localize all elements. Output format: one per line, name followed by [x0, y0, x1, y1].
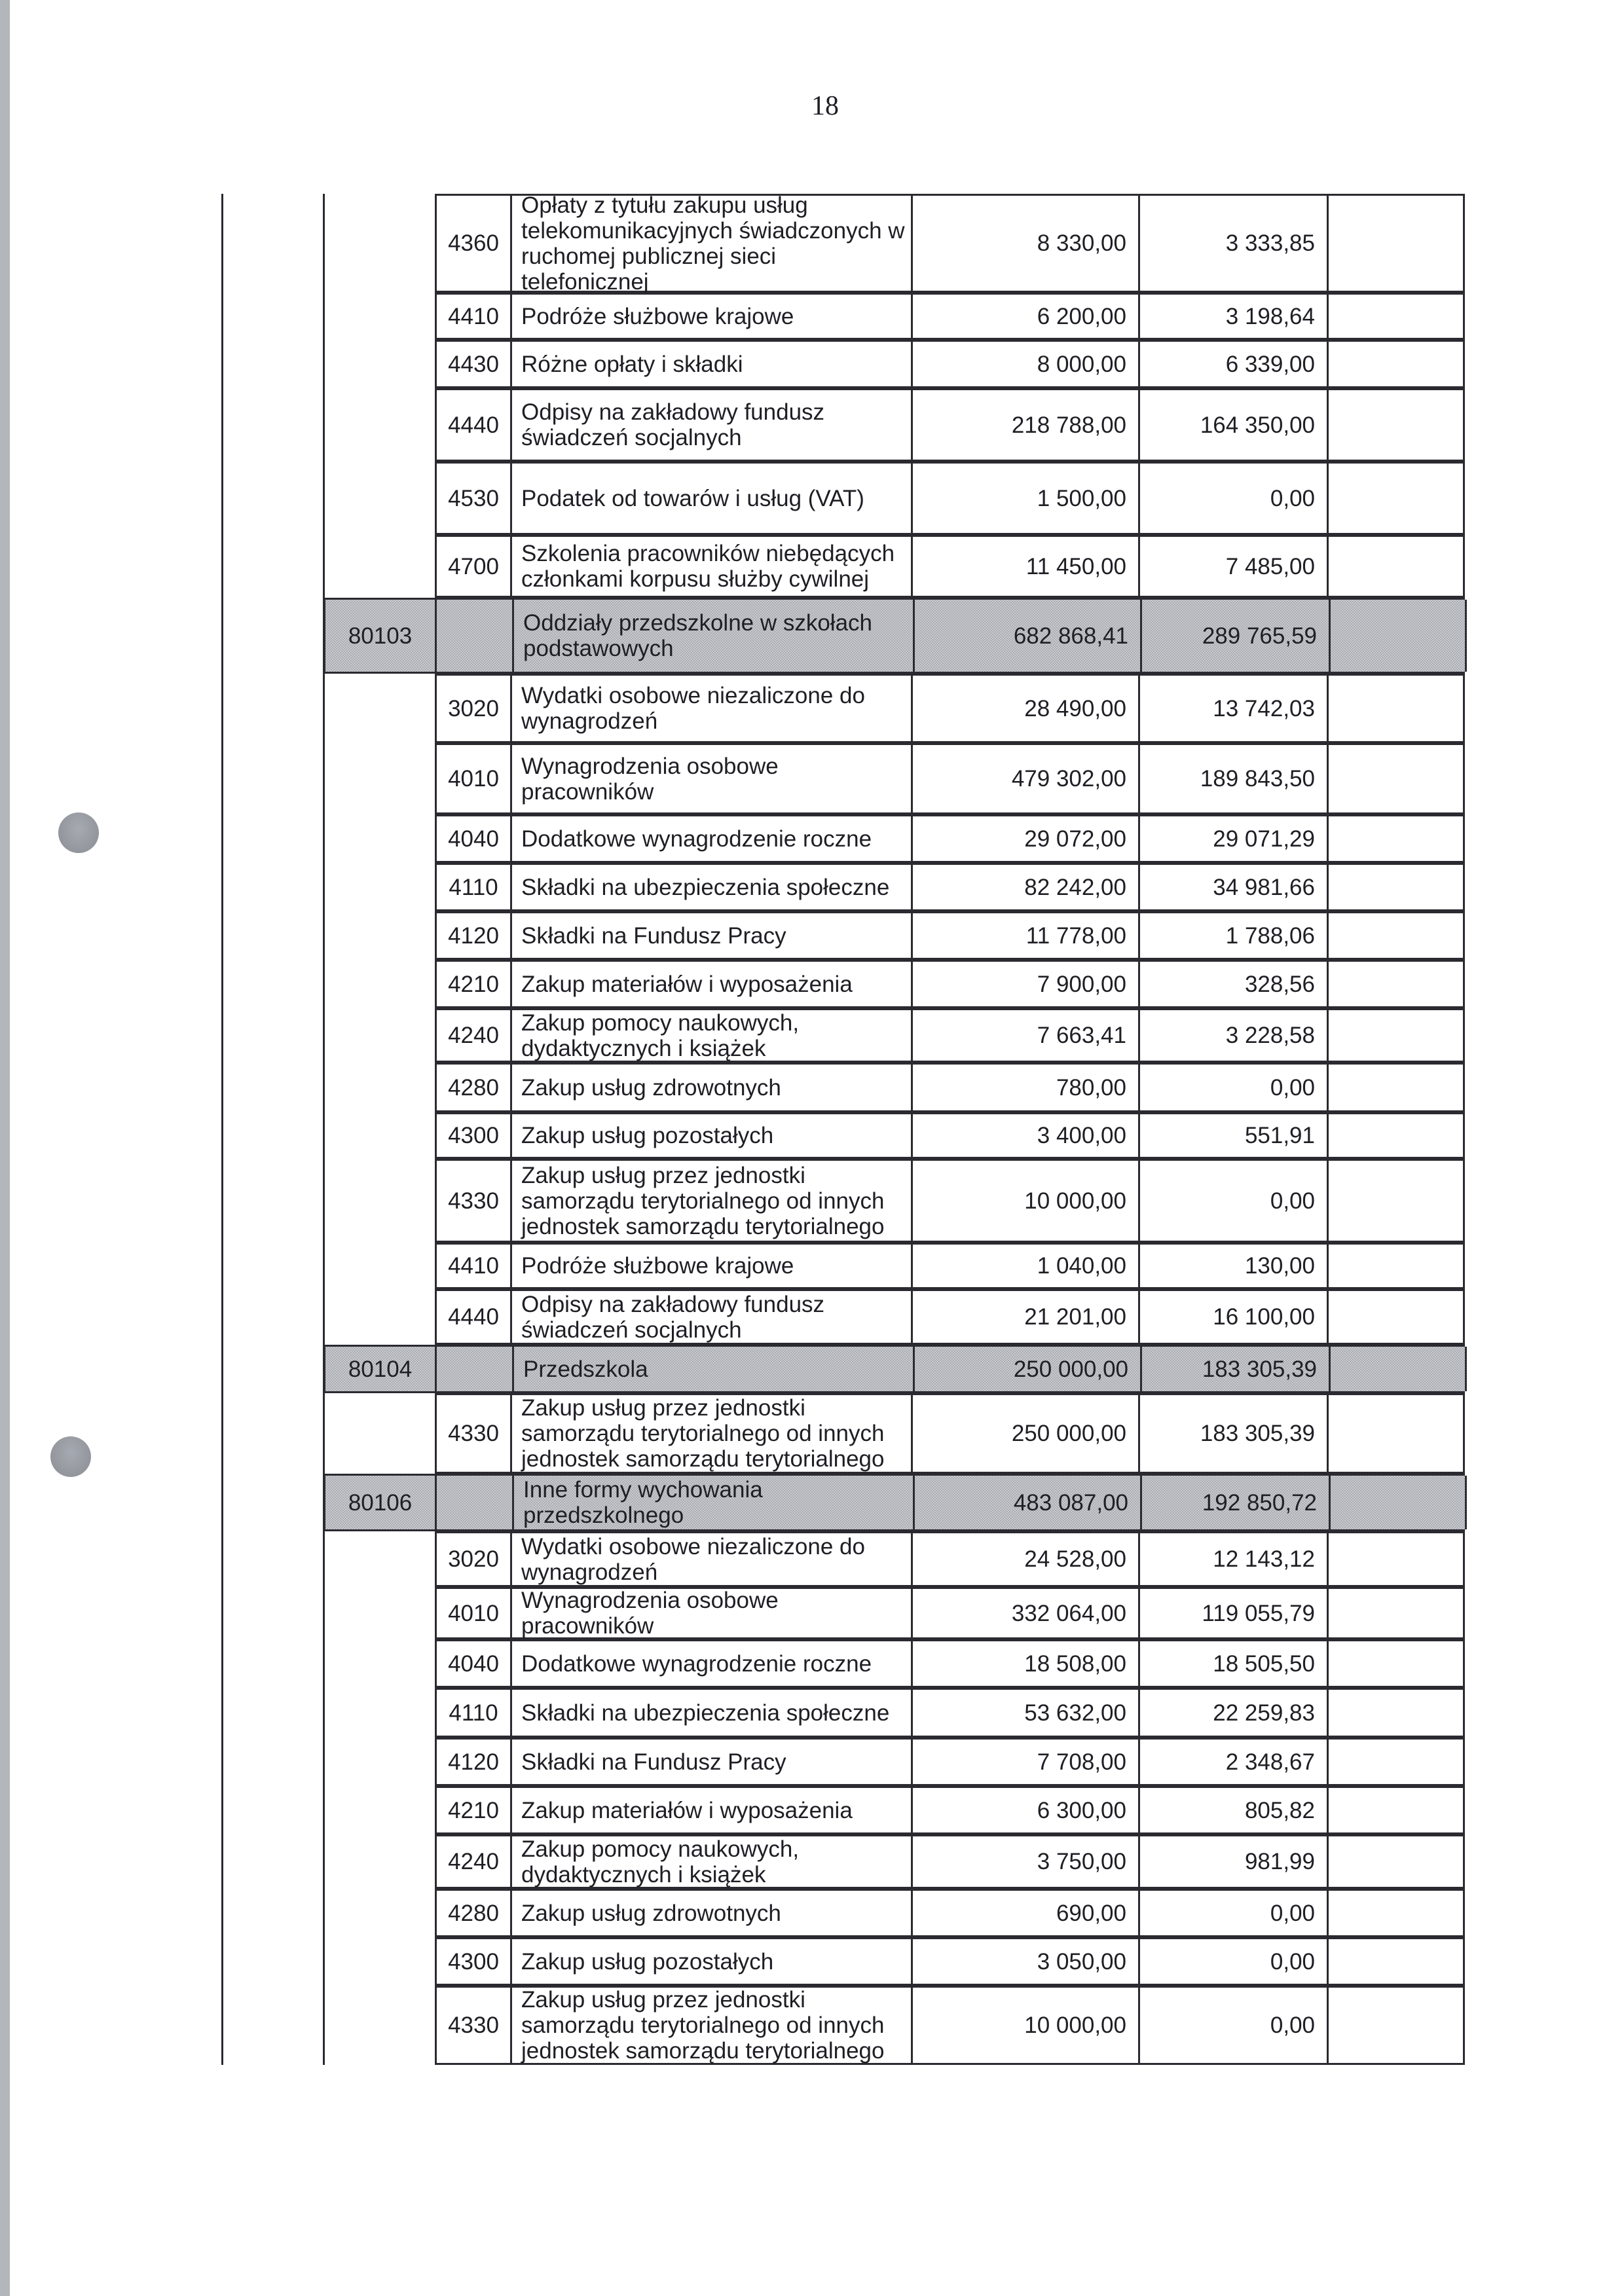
nazwa-cell: Odpisy na zakładowy fundusz świadczeń socjalnych — [512, 1289, 913, 1345]
plan-cell: 10 000,00 — [913, 1159, 1140, 1243]
paragraf-cell: 4110 — [435, 863, 512, 911]
wykonanie-cell: 1 788,06 — [1140, 911, 1329, 960]
wykonanie-cell: 328,56 — [1140, 960, 1329, 1008]
wykonanie-cell: 981,99 — [1140, 1834, 1329, 1889]
table-row — [323, 1738, 1465, 1786]
procent-cell — [1329, 388, 1465, 462]
procent-cell — [1329, 1289, 1465, 1345]
paragraf-cell: 4440 — [435, 1289, 512, 1345]
table-row — [323, 1008, 1465, 1063]
procent-cell — [1329, 1393, 1465, 1474]
plan-cell: 29 072,00 — [913, 814, 1140, 863]
paragraf-cell: 4430 — [435, 340, 512, 388]
nazwa-cell: Zakup usług przez jednostki samorządu terytorialnego od innych jednostek samorządu terytorialnego — [512, 1159, 913, 1243]
paragraf-cell — [437, 1347, 514, 1391]
table-row — [323, 535, 1465, 598]
paragraf-cell: 4120 — [435, 1738, 512, 1786]
table-row — [323, 743, 1465, 814]
wykonanie-cell: 7 485,00 — [1140, 535, 1329, 598]
nazwa-cell: Składki na ubezpieczenia społeczne — [512, 863, 913, 911]
paragraf-cell: 4210 — [435, 1786, 512, 1834]
paragraf-cell: 4530 — [435, 462, 512, 535]
rozdzial-cell — [323, 1008, 435, 1063]
rozdzial-cell — [323, 911, 435, 960]
table-row — [323, 1688, 1465, 1738]
nazwa-cell: Wydatki osobowe niezaliczone do wynagrodzeń — [512, 674, 913, 743]
procent-cell — [1329, 1531, 1465, 1587]
nazwa-cell: Zakup usług pozostałych — [512, 1937, 913, 1986]
wykonanie-cell: 3 333,85 — [1140, 194, 1329, 293]
paragraf-cell: 4330 — [435, 1159, 512, 1243]
paragraf-cell: 4240 — [435, 1008, 512, 1063]
plan-cell: 7 663,41 — [913, 1008, 1140, 1063]
wykonanie-cell: 34 981,66 — [1140, 863, 1329, 911]
plan-cell: 332 064,00 — [913, 1587, 1140, 1639]
paragraf-cell: 4010 — [435, 743, 512, 814]
table-row — [323, 1786, 1465, 1834]
wykonanie-cell: 13 742,03 — [1140, 674, 1329, 743]
paragraf-cell: 3020 — [435, 1531, 512, 1587]
plan-cell: 8 000,00 — [913, 340, 1140, 388]
wykonanie-cell: 3 228,58 — [1140, 1008, 1329, 1063]
wykonanie-cell: 0,00 — [1140, 462, 1329, 535]
rozdzial-cell — [323, 1834, 435, 1889]
rozdzial-cell — [323, 1587, 435, 1639]
nazwa-cell: Zakup usług zdrowotnych — [512, 1063, 913, 1112]
procent-cell — [1331, 1347, 1467, 1391]
nazwa-cell: Składki na Fundusz Pracy — [512, 1738, 913, 1786]
procent-cell — [1329, 1986, 1465, 2065]
table-row — [323, 1243, 1465, 1289]
table-row — [323, 1834, 1465, 1889]
wykonanie-cell: 192 850,72 — [1142, 1476, 1331, 1529]
section-row-80103 — [323, 598, 1465, 674]
rozdzial-cell — [323, 388, 435, 462]
wykonanie-cell: 164 350,00 — [1140, 388, 1329, 462]
procent-cell — [1329, 340, 1465, 388]
procent-cell — [1331, 1476, 1467, 1529]
procent-cell — [1329, 1063, 1465, 1112]
plan-cell: 3 750,00 — [913, 1834, 1140, 1889]
rozdzial-cell: 80104 — [325, 1347, 437, 1391]
nazwa-cell: Dodatkowe wynagrodzenie roczne — [512, 814, 913, 863]
paragraf-cell: 4410 — [435, 293, 512, 340]
paragraf-cell: 4440 — [435, 388, 512, 462]
paragraf-cell: 4110 — [435, 1688, 512, 1738]
wykonanie-cell: 0,00 — [1140, 1159, 1329, 1243]
paragraf-cell: 4700 — [435, 535, 512, 598]
wykonanie-cell: 0,00 — [1140, 1063, 1329, 1112]
nazwa-cell: Szkolenia pracowników niebędących członkami korpusu służby cywilnej — [512, 535, 913, 598]
wykonanie-cell: 189 843,50 — [1140, 743, 1329, 814]
procent-cell — [1329, 960, 1465, 1008]
nazwa-cell: Różne opłaty i składki — [512, 340, 913, 388]
nazwa-cell: Zakup usług pozostałych — [512, 1112, 913, 1159]
rozdzial-cell — [323, 293, 435, 340]
rozdzial-cell — [323, 1986, 435, 2065]
table-row — [323, 340, 1465, 388]
wykonanie-cell: 130,00 — [1140, 1243, 1329, 1289]
paragraf-cell: 4040 — [435, 814, 512, 863]
plan-cell: 690,00 — [913, 1889, 1140, 1937]
plan-cell: 28 490,00 — [913, 674, 1140, 743]
table-row — [323, 674, 1465, 743]
procent-cell — [1329, 1159, 1465, 1243]
nazwa-cell: Składki na Fundusz Pracy — [512, 911, 913, 960]
wykonanie-cell: 119 055,79 — [1140, 1587, 1329, 1639]
nazwa-cell: Zakup materiałów i wyposażenia — [512, 960, 913, 1008]
page-number: 18 — [811, 91, 839, 121]
rozdzial-cell — [323, 1639, 435, 1688]
table-row — [323, 1159, 1465, 1243]
paragraf-cell: 4040 — [435, 1639, 512, 1688]
plan-cell: 11 778,00 — [913, 911, 1140, 960]
paragraf-cell: 4330 — [435, 1393, 512, 1474]
procent-cell — [1329, 1587, 1465, 1639]
table-row — [323, 960, 1465, 1008]
wykonanie-cell: 12 143,12 — [1140, 1531, 1329, 1587]
table-row — [323, 388, 1465, 462]
table-row — [323, 1531, 1465, 1587]
wykonanie-cell: 2 348,67 — [1140, 1738, 1329, 1786]
paragraf-cell: 4360 — [435, 194, 512, 293]
procent-cell — [1331, 600, 1467, 672]
nazwa-cell: Zakup usług zdrowotnych — [512, 1889, 913, 1937]
nazwa-cell: Wynagrodzenia osobowe pracowników — [512, 1587, 913, 1639]
wykonanie-cell: 16 100,00 — [1140, 1289, 1329, 1345]
paragraf-cell: 4280 — [435, 1889, 512, 1937]
procent-cell — [1329, 293, 1465, 340]
rozdzial-cell — [323, 1243, 435, 1289]
procent-cell — [1329, 814, 1465, 863]
table-row — [323, 194, 1465, 293]
plan-cell: 6 200,00 — [913, 293, 1140, 340]
plan-cell: 250 000,00 — [913, 1393, 1140, 1474]
paragraf-cell — [437, 600, 514, 672]
plan-cell: 24 528,00 — [913, 1531, 1140, 1587]
table-row — [323, 1889, 1465, 1937]
plan-cell: 1 040,00 — [913, 1243, 1140, 1289]
rozdzial-cell — [323, 863, 435, 911]
paragraf-cell: 4300 — [435, 1937, 512, 1986]
procent-cell — [1329, 674, 1465, 743]
procent-cell — [1329, 1738, 1465, 1786]
nazwa-cell: Podróże służbowe krajowe — [512, 293, 913, 340]
rozdzial-cell — [323, 1159, 435, 1243]
table-row — [323, 1639, 1465, 1688]
paragraf-cell — [437, 1476, 514, 1529]
nazwa-cell: Wydatki osobowe niezaliczone do wynagrodzeń — [512, 1531, 913, 1587]
procent-cell — [1329, 1786, 1465, 1834]
plan-cell: 7 900,00 — [913, 960, 1140, 1008]
nazwa-cell: Podatek od towarów i usług (VAT) — [512, 462, 913, 535]
rozdzial-cell — [323, 1393, 435, 1474]
rozdzial-cell: 80106 — [325, 1476, 437, 1529]
paragraf-cell: 4300 — [435, 1112, 512, 1159]
section-row-80104 — [323, 1345, 1465, 1393]
wykonanie-cell: 805,82 — [1140, 1786, 1329, 1834]
rozdzial-cell — [323, 1063, 435, 1112]
rozdzial-cell — [323, 194, 435, 293]
plan-cell: 11 450,00 — [913, 535, 1140, 598]
paragraf-cell: 3020 — [435, 674, 512, 743]
nazwa-cell: Inne formy wychowania przedszkolnego — [514, 1476, 915, 1529]
plan-cell: 7 708,00 — [913, 1738, 1140, 1786]
rozdzial-cell — [323, 743, 435, 814]
wykonanie-cell: 22 259,83 — [1140, 1688, 1329, 1738]
rozdzial-cell — [323, 1786, 435, 1834]
procent-cell — [1329, 1243, 1465, 1289]
wykonanie-cell: 3 198,64 — [1140, 293, 1329, 340]
table-row — [323, 1289, 1465, 1345]
plan-cell: 18 508,00 — [913, 1639, 1140, 1688]
table-row — [323, 1986, 1465, 2065]
procent-cell — [1329, 863, 1465, 911]
plan-cell: 682 868,41 — [915, 600, 1142, 672]
nazwa-cell: Wynagrodzenia osobowe pracowników — [512, 743, 913, 814]
table-row — [323, 1063, 1465, 1112]
table-row — [323, 1393, 1465, 1474]
wykonanie-cell: 551,91 — [1140, 1112, 1329, 1159]
rozdzial-cell — [323, 1112, 435, 1159]
wykonanie-cell: 183 305,39 — [1142, 1347, 1331, 1391]
table-row — [323, 293, 1465, 340]
procent-cell — [1329, 1688, 1465, 1738]
plan-cell: 479 302,00 — [913, 743, 1140, 814]
table-row — [323, 911, 1465, 960]
nazwa-cell: Zakup pomocy naukowych, dydaktycznych i książek — [512, 1834, 913, 1889]
punch-hole-top — [58, 812, 99, 853]
plan-cell: 780,00 — [913, 1063, 1140, 1112]
wykonanie-cell: 0,00 — [1140, 1937, 1329, 1986]
rozdzial-cell — [323, 1889, 435, 1937]
procent-cell — [1329, 462, 1465, 535]
rozdzial-cell — [323, 1688, 435, 1738]
nazwa-cell: Przedszkola — [514, 1347, 915, 1391]
plan-cell: 82 242,00 — [913, 863, 1140, 911]
rozdzial-cell — [323, 1937, 435, 1986]
procent-cell — [1329, 743, 1465, 814]
rozdzial-cell — [323, 674, 435, 743]
procent-cell — [1329, 911, 1465, 960]
procent-cell — [1329, 1008, 1465, 1063]
plan-cell: 1 500,00 — [913, 462, 1140, 535]
wykonanie-cell: 289 765,59 — [1142, 600, 1331, 672]
paragraf-cell: 4240 — [435, 1834, 512, 1889]
punch-hole-bottom — [50, 1436, 91, 1477]
rozdzial-cell — [323, 960, 435, 1008]
plan-cell: 483 087,00 — [915, 1476, 1142, 1529]
rozdzial-cell — [323, 1531, 435, 1587]
procent-cell — [1329, 194, 1465, 293]
table-row — [323, 1587, 1465, 1639]
section-row-80106 — [323, 1474, 1465, 1531]
table-row — [323, 1112, 1465, 1159]
rozdzial-cell — [323, 535, 435, 598]
nazwa-cell: Zakup usług przez jednostki samorządu terytorialnego od innych jednostek samorządu terytorialnego — [512, 1393, 913, 1474]
nazwa-cell: Opłaty z tytułu zakupu usług telekomunikacyjnych świadczonych w ruchomej publicznej sieci telefonicznej — [512, 194, 913, 293]
plan-cell: 53 632,00 — [913, 1688, 1140, 1738]
nazwa-cell: Zakup materiałów i wyposażenia — [512, 1786, 913, 1834]
nazwa-cell: Oddziały przedszkolne w szkołach podstawowych — [514, 600, 915, 672]
wykonanie-cell: 29 071,29 — [1140, 814, 1329, 863]
paragraf-cell: 4330 — [435, 1986, 512, 2065]
nazwa-cell: Odpisy na zakładowy fundusz świadczeń socjalnych — [512, 388, 913, 462]
rozdzial-cell — [323, 1738, 435, 1786]
wykonanie-cell: 183 305,39 — [1140, 1393, 1329, 1474]
scan-edge — [0, 0, 10, 2296]
wykonanie-cell: 0,00 — [1140, 1986, 1329, 2065]
paragraf-cell: 4280 — [435, 1063, 512, 1112]
nazwa-cell: Zakup pomocy naukowych, dydaktycznych i książek — [512, 1008, 913, 1063]
rozdzial-cell: 80103 — [325, 600, 437, 672]
wykonanie-cell: 18 505,50 — [1140, 1639, 1329, 1688]
paragraf-cell: 4010 — [435, 1587, 512, 1639]
wykonanie-cell: 6 339,00 — [1140, 340, 1329, 388]
plan-cell: 6 300,00 — [913, 1786, 1140, 1834]
nazwa-cell: Dodatkowe wynagrodzenie roczne — [512, 1639, 913, 1688]
plan-cell: 3 400,00 — [913, 1112, 1140, 1159]
plan-cell: 218 788,00 — [913, 388, 1140, 462]
procent-cell — [1329, 1112, 1465, 1159]
plan-cell: 8 330,00 — [913, 194, 1140, 293]
paragraf-cell: 4120 — [435, 911, 512, 960]
paragraf-cell: 4210 — [435, 960, 512, 1008]
rozdzial-cell — [323, 462, 435, 535]
table-row — [323, 863, 1465, 911]
rozdzial-cell — [323, 1289, 435, 1345]
table-row — [323, 814, 1465, 863]
paragraf-cell: 4410 — [435, 1243, 512, 1289]
procent-cell — [1329, 1639, 1465, 1688]
nazwa-cell: Składki na ubezpieczenia społeczne — [512, 1688, 913, 1738]
rozdzial-cell — [323, 814, 435, 863]
plan-cell: 10 000,00 — [913, 1986, 1140, 2065]
plan-cell: 21 201,00 — [913, 1289, 1140, 1345]
plan-cell: 250 000,00 — [915, 1347, 1142, 1391]
procent-cell — [1329, 535, 1465, 598]
table-row — [323, 1937, 1465, 1986]
dzial-column-left-border — [221, 194, 223, 2065]
procent-cell — [1329, 1937, 1465, 1986]
rozdzial-cell — [323, 340, 435, 388]
wykonanie-cell: 0,00 — [1140, 1889, 1329, 1937]
nazwa-cell: Zakup usług przez jednostki samorządu terytorialnego od innych jednostek samorządu terytorialnego — [512, 1986, 913, 2065]
procent-cell — [1329, 1889, 1465, 1937]
table-row — [323, 462, 1465, 535]
nazwa-cell: Podróże służbowe krajowe — [512, 1243, 913, 1289]
procent-cell — [1329, 1834, 1465, 1889]
plan-cell: 3 050,00 — [913, 1937, 1140, 1986]
